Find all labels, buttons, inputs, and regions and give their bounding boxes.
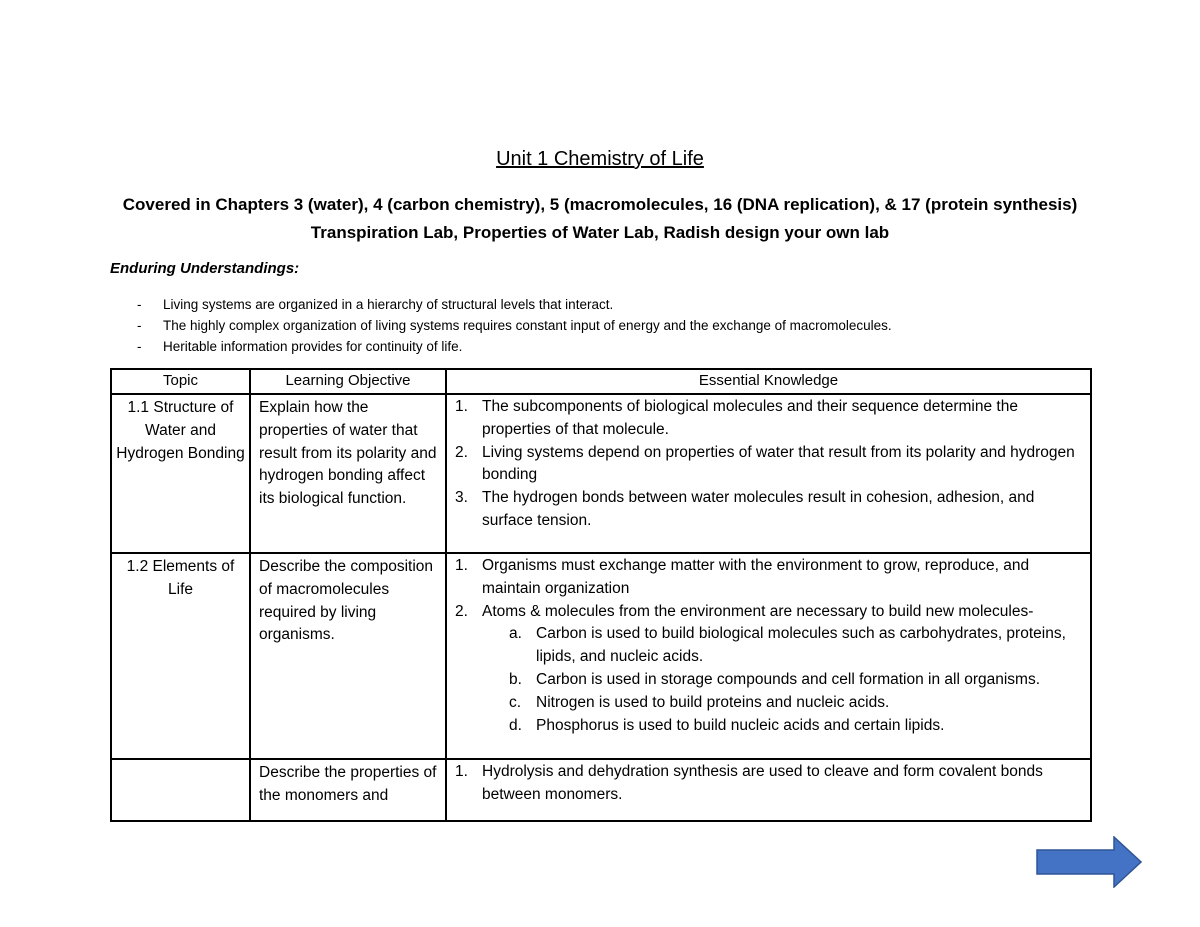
knowledge-item: 3. The hydrogen bonds between water molecules result in cohesion, adhesion, and surface tension. [455,489,1035,529]
objective-cell: Explain how the properties of water that result from its polarity and hydrogen bonding affect its biological function. [250,394,446,553]
knowledge-item: 2. Atoms & molecules from the environment are necessary to build new molecules- [455,602,1034,620]
knowledge-cell [446,553,1091,759]
unit-coverage-subtitle: Covered in Chapters 3 (water), 4 (carbon chemistry), 5 (macromolecules, 16 (DNA replication), & 17 (protein synthesis) Transpiration Lab, Properties of Water Lab, Radish design your own lab [122,195,1078,242]
knowledge-cell [446,759,1091,821]
knowledge-subitem: a. Carbon is used to build biological molecules such as carbohydrates, proteins, lipids, and nucleic acids. [509,625,1066,666]
knowledge-subitem: d. Phosphorus is used to build nucleic acids and certain lipids. [509,716,945,734]
knowledge-item: 1. The subcomponents of biological molecules and their sequence determine the properties of that molecule. [455,398,1018,438]
topic-cell: 1.1 Structure of Water and Hydrogen Bonding [111,394,250,553]
right-arrow-icon [1036,836,1142,888]
list-item: - The highly complex organization of living systems requires constant input of energy and the exchange of macromolecules. [137,318,892,333]
column-header-essential-knowledge: Essential Knowledge [446,369,1091,394]
column-header-topic: Topic [111,369,250,394]
list-item: - Living systems are organized in a hierarchy of structural levels that interact. [137,297,614,312]
table-row [111,394,1091,553]
curriculum-table [110,368,1092,822]
list-item: - Heritable information provides for continuity of life. [137,339,463,354]
table-row [111,759,1091,821]
enduring-understandings-list [137,294,892,357]
page-title: Unit 1 Chemistry of Life [496,148,704,170]
table-header-row [111,369,1091,394]
knowledge-item: 2. Living systems depend on properties of water that result from its polarity and hydrogen bonding [455,443,1075,484]
knowledge-item: 1. Hydrolysis and dehydration synthesis are used to cleave and form covalent bonds between monomers. [455,763,1043,803]
knowledge-subitem: b. Carbon is used in storage compounds and cell formation in all organisms. [509,670,1041,688]
topic-cell [111,759,250,821]
topic-cell: 1.2 Elements of Life [111,553,250,759]
objective-cell: Describe the properties of the monomers and [250,759,446,821]
knowledge-cell [446,394,1091,553]
knowledge-item: 1. Organisms must exchange matter with the environment to grow, reproduce, and maintain organization [455,557,1030,597]
table-row [111,553,1091,759]
knowledge-subitem: c. Nitrogen is used to build proteins and nucleic acids. [509,693,890,711]
next-page-button[interactable] [1036,836,1142,888]
objective-cell: Describe the composition of macromolecules required by living organisms. [250,553,446,759]
enduring-understandings-heading: Enduring Understandings: [110,260,300,277]
column-header-learning-objective: Learning Objective [250,369,446,394]
